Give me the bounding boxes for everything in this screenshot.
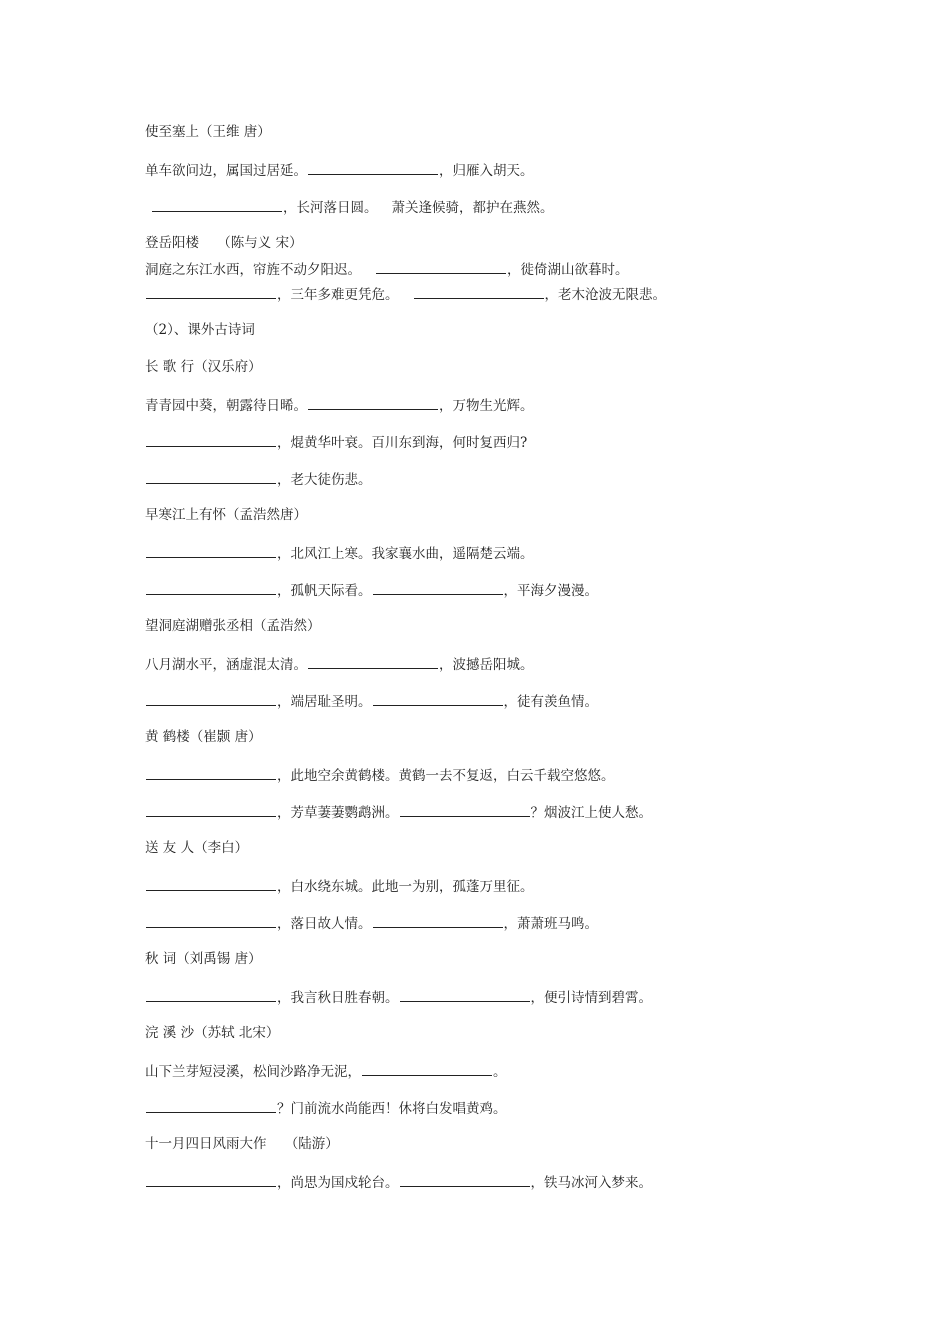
line-text: ，孤帆天际看。 xyxy=(277,583,372,599)
text-line xyxy=(145,469,372,487)
line-text: ，铁马冰河入梦来。 xyxy=(530,1175,652,1191)
fill-in-blank[interactable] xyxy=(146,284,276,299)
line-text: 送 友 人（李白） xyxy=(145,840,249,856)
line-text: 长 歌 行（汉乐府） xyxy=(145,359,262,375)
text-line xyxy=(145,432,527,450)
line-text: ，万物生光辉。 xyxy=(439,398,534,414)
line-text: （2）、课外古诗词 xyxy=(145,322,255,338)
text-line xyxy=(145,1135,339,1153)
text-line xyxy=(145,395,534,413)
text-line xyxy=(145,691,598,709)
fill-in-blank[interactable] xyxy=(400,987,530,1002)
text-line xyxy=(145,617,321,635)
line-text: ，落日故人情。 xyxy=(277,916,372,932)
fill-in-blank[interactable] xyxy=(414,284,544,299)
text-line xyxy=(145,259,629,277)
line-text: ，平海夕漫漫。 xyxy=(503,583,598,599)
text-line xyxy=(145,913,598,931)
line-text: （陆游） xyxy=(284,1136,339,1152)
text-line xyxy=(145,123,271,141)
line-text: 。 xyxy=(493,1064,507,1080)
line-text: ，焜黄华叶衰。百川东到海，何时复西归? xyxy=(277,435,528,451)
text-line xyxy=(145,987,652,1005)
fill-in-blank[interactable] xyxy=(400,802,530,817)
text-line xyxy=(145,839,248,857)
fill-in-blank[interactable] xyxy=(308,395,438,410)
text-line xyxy=(151,197,554,215)
line-text: ，芳草萋萋鹦鹉洲。 xyxy=(277,805,399,821)
line-text: ，端居耻圣明。 xyxy=(277,694,372,710)
line-text: 山下兰芽短浸溪，松间沙路净无泥， xyxy=(145,1064,361,1080)
line-text: 萧关逢候骑，都护在燕然。 xyxy=(391,200,554,216)
text-line xyxy=(145,802,652,820)
line-text: 八月湖水平，涵虚混太清。 xyxy=(145,657,307,673)
fill-in-blank[interactable] xyxy=(373,913,503,928)
line-text: ，波撼岳阳城。 xyxy=(439,657,534,673)
fill-in-blank[interactable] xyxy=(308,654,438,669)
line-text: ，此地空余黄鹤楼。黄鹤一去不复返，白云千载空悠悠。 xyxy=(277,768,615,784)
line-text: ，长河落日圆。 xyxy=(283,200,378,216)
line-text: 黄 鹤楼（崔颢 唐） xyxy=(145,729,262,745)
line-text: 单车欲问边，属国过居延。 xyxy=(145,163,307,179)
text-line xyxy=(145,580,598,598)
line-text: ，白水绕东城。此地一为别，孤蓬万里征。 xyxy=(277,879,534,895)
text-line xyxy=(145,1024,279,1042)
fill-in-blank[interactable] xyxy=(146,432,276,447)
line-text: ，老大徒伤悲。 xyxy=(277,472,372,488)
line-text: 早寒江上有怀（孟浩然唐） xyxy=(145,507,307,523)
line-text: ，我言秋日胜春朝。 xyxy=(277,990,399,1006)
text-line xyxy=(145,1172,652,1190)
fill-in-blank[interactable] xyxy=(146,580,276,595)
fill-in-blank[interactable] xyxy=(146,1098,276,1113)
line-text: 秋 词（刘禹锡 唐） xyxy=(145,951,262,967)
text-line xyxy=(145,765,615,783)
line-text: ，北风江上寒。我家襄水曲，遥隔楚云端。 xyxy=(277,546,534,562)
line-text: ，便引诗情到碧霄。 xyxy=(530,990,652,1006)
text-line xyxy=(145,654,534,672)
line-text: ，归雁入胡天。 xyxy=(439,163,534,179)
line-text: 青青园中葵，朝露待日晞。 xyxy=(145,398,307,414)
fill-in-blank[interactable] xyxy=(146,802,276,817)
line-text: ，老木沧波无限悲。 xyxy=(544,287,666,303)
line-text: ，尚思为国戍轮台。 xyxy=(277,1175,399,1191)
fill-in-blank[interactable] xyxy=(400,1172,530,1187)
fill-in-blank[interactable] xyxy=(146,1172,276,1187)
line-text: 浣 溪 沙（苏轼 北宋） xyxy=(145,1025,280,1041)
text-line xyxy=(145,1098,507,1116)
fill-in-blank[interactable] xyxy=(146,913,276,928)
fill-in-blank[interactable] xyxy=(376,259,506,274)
text-line xyxy=(145,321,255,339)
fill-in-blank[interactable] xyxy=(146,876,276,891)
fill-in-blank[interactable] xyxy=(362,1061,492,1076)
line-text: ，徒有羡鱼情。 xyxy=(503,694,598,710)
fill-in-blank[interactable] xyxy=(152,197,282,212)
line-text: ，萧萧班马鸣。 xyxy=(503,916,598,932)
line-text: ？门前流水尚能西！休将白发唱黄鸡。 xyxy=(277,1101,507,1117)
text-line xyxy=(145,358,262,376)
line-text: ，徙倚湖山欲暮时。 xyxy=(507,262,629,278)
line-text: 洞庭之东江水西，帘旌不动夕阳迟。 xyxy=(145,262,361,278)
line-text: 十一月四日风雨大作 xyxy=(145,1136,271,1152)
fill-in-blank[interactable] xyxy=(308,160,438,175)
text-line xyxy=(145,506,307,524)
text-line xyxy=(145,876,534,894)
line-text: 望洞庭湖赠张丞相（孟浩然） xyxy=(145,618,321,634)
text-line xyxy=(145,234,303,252)
text-line xyxy=(145,543,534,561)
fill-in-blank[interactable] xyxy=(146,469,276,484)
line-text: ，三年多难更凭危。 xyxy=(277,287,399,303)
text-line xyxy=(145,1061,507,1079)
fill-in-blank[interactable] xyxy=(373,691,503,706)
line-text: 使至塞上（王维 唐） xyxy=(145,124,271,140)
text-line xyxy=(145,728,262,746)
fill-in-blank[interactable] xyxy=(373,580,503,595)
fill-in-blank[interactable] xyxy=(146,987,276,1002)
fill-in-blank[interactable] xyxy=(146,543,276,558)
line-text: （陈与义 宋） xyxy=(217,235,303,251)
line-text: 登岳阳楼 xyxy=(145,235,204,251)
text-line xyxy=(145,160,534,178)
line-text: ？烟波江上使人愁。 xyxy=(530,805,652,821)
text-line xyxy=(145,950,262,968)
fill-in-blank[interactable] xyxy=(146,691,276,706)
text-line xyxy=(145,284,666,302)
fill-in-blank[interactable] xyxy=(146,765,276,780)
